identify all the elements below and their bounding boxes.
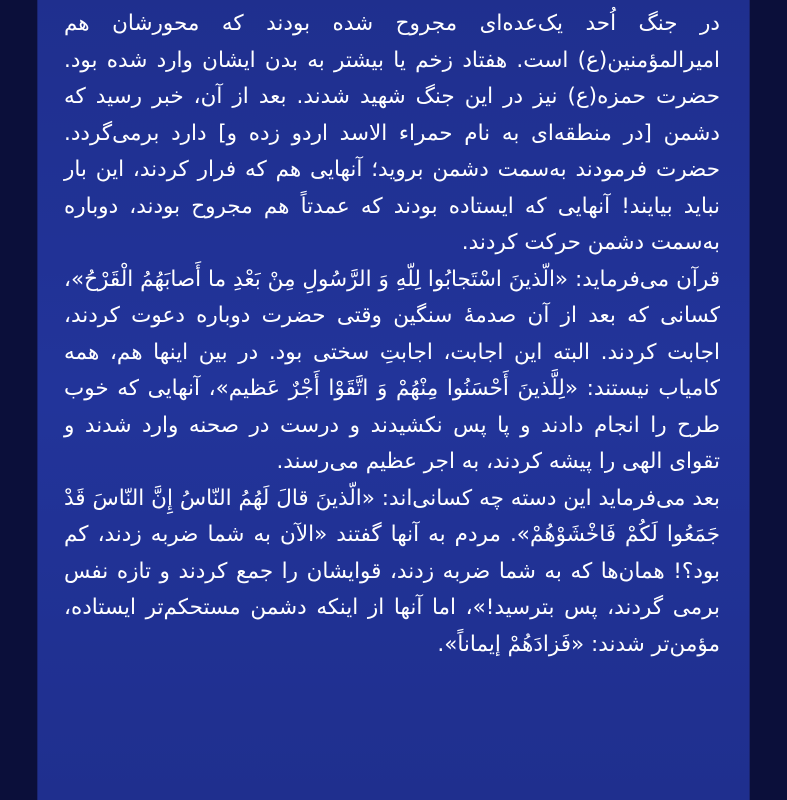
paragraph: قرآن می‌فرماید: «الّذینَ اسْتَجابُوا لِلّهِ وَ الرَّسُولِ مِنْ بَعْدِ ما أَصابَهُمُ الْقَرْحُ»، کسانی که بعد از آن صدمهٔ سنگین وقتی حضرت دوباره دعوت کردند، اجابت کردند. البته این اجابت، اجابتِ سختی بود. در بین اینها هم، همه کامیاب نیستند: «لِلَّذینَ أَحْسَنُوا مِنْهُمْ وَ اتَّقَوْا أَجْرٌ عَظیم»، آنهایی که خوب طرح را انجام دادند و پا پس نکشیدند و درست در صحنه وارد شدند و تقوای الهی را پیشه کردند، به اجر عظیم می‌رسند. xyxy=(64,266,720,474)
paragraph: بعد می‌فرماید این دسته چه کسانی‌اند: «الّذینَ قالَ لَهُمُ النّاسُ إِنَّ النّاسَ قَدْ جَمَعُوا لَکُمْ فَاخْشَوْهُمْ». مردم به آنها گفتند «الآن به شما ضربه زدند، کم بود؟! همان‌ها که به شما ضربه زدند، قوایشان را جمع کردند و تازه نفس برمی گردند، پس بترسید!»، اما آنها از اینکه دشمن مستحکم‌تر ایستاده، مؤمن‌تر شدند: «فَزادَهُمْ إیماناً». xyxy=(64,485,720,657)
paragraph: در جنگ اُحد یک‌عده‌ای مجروح شده بودند که محورشان هم امیرالمؤمنین(ع) است. هفتاد زخم یا بیشتر به بدن ایشان وارد شده بود. حضرت حمزه(ع) نیز در این جنگ شهید شدند. بعد از آن، خبر رسید که دشمن [در منطقه‌ای به نام حمراء الاسد اردو زده و] دارد برمی‌گردد. حضرت فرمودند به‌سمت دشمن بروید؛ آنهایی هم که فرار کردند، این بار نباید بیایند! آنهایی که ایستاده بودند که عمدتاً هم مجروح بودند، دوباره به‌سمت دشمن حرکت کردند. xyxy=(64,11,720,255)
article-text xyxy=(64,6,720,663)
